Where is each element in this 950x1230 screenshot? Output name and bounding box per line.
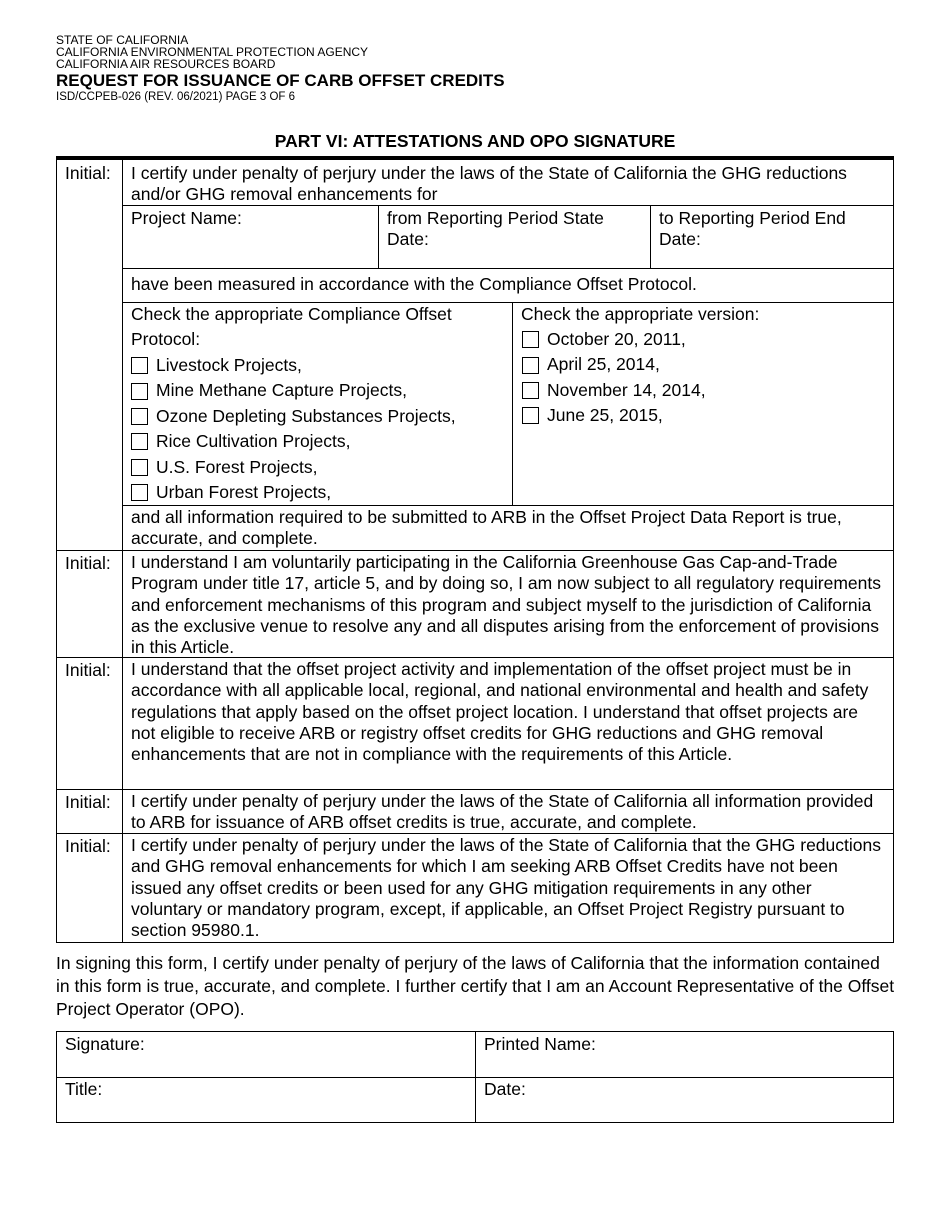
signature-table: [56, 1031, 894, 1123]
checkbox[interactable]: [522, 357, 539, 374]
version-heading: Check the appropriate version:: [521, 304, 760, 324]
version-option-nov-2014[interactable]: [522, 378, 706, 403]
title-field[interactable]: Title:: [65, 1079, 103, 1099]
protocol-checklist: [131, 353, 456, 505]
part-title: PART VI: ATTESTATIONS AND OPO SIGNATURE: [274, 131, 676, 151]
state-name: STATE OF CALIFORNIA: [56, 33, 189, 47]
checkbox[interactable]: [522, 407, 539, 424]
attestation-no-double-issuance: I certify under penalty of perjury under the laws of the State of California that the GHG reductions and GHG removal enhancements for which I am seeking ARB Offset Credits have not been issued any offset credits or been used for any GHG mitigation requirements in any other voluntary or mandatory program, except, if applicable, an Offset Project Registry pursuant to section 95980.1.: [131, 835, 881, 941]
version-option-label: April 25, 2014,: [547, 354, 660, 375]
protocol-option-label: Ozone Depleting Substances Projects,: [156, 405, 456, 426]
attestation-regulatory-compliance: I understand that the offset project activity and implementation of the offset project must be in accordance with all applicable local, regional, and national environmental and health and safety regulations that apply based on the offset project location. I understand that offset projects are not eligible to receive ARB or registry offset credits for GHG reductions and GHG removal enhancements that are not in compliance with the requirements of this Article.: [131, 659, 869, 765]
version-option-2011[interactable]: [522, 327, 706, 352]
divider: [512, 302, 513, 505]
attestation-information-accuracy: I certify under penalty of perjury under the laws of the State of California all information provided to ARB for issuance of ARB offset credits is true, accurate, and complete.: [131, 791, 874, 833]
protocol-option-label: Rice Cultivation Projects,: [156, 431, 351, 452]
initial-label: Initial:: [65, 163, 111, 183]
protocol-option-ozone-depleting[interactable]: [131, 404, 456, 429]
initial-label: Initial:: [65, 836, 111, 856]
protocol-option-label: Mine Methane Capture Projects,: [156, 380, 407, 401]
initial-label: Initial:: [65, 553, 111, 573]
protocol-option-label: U.S. Forest Projects,: [156, 456, 318, 477]
initial-label: Initial:: [65, 792, 111, 812]
version-option-2015[interactable]: [522, 403, 706, 428]
project-name-field[interactable]: Project Name:: [131, 208, 242, 228]
version-option-label: October 20, 2011,: [547, 329, 686, 349]
protocol-option-rice-cultivation[interactable]: [131, 429, 456, 454]
divider: [57, 1077, 893, 1078]
checkbox[interactable]: [522, 382, 539, 399]
closing-statement: In signing this form, I certify under penalty of perjury of the laws of California that the information contained in this form is true, accurate, and complete. I further certify that I am an Account Representative of the Offset Project Operator (OPO).: [56, 953, 895, 1019]
date-field[interactable]: Date:: [484, 1079, 526, 1099]
version-option-label: June 25, 2015,: [547, 405, 663, 426]
printed-name-field[interactable]: Printed Name:: [484, 1034, 596, 1054]
protocol-option-mine-methane[interactable]: [131, 378, 456, 403]
initial-label: Initial:: [65, 660, 111, 680]
reporting-period-start-field[interactable]: from Reporting Period State Date:: [387, 208, 604, 250]
version-option-label: November 14, 2014,: [547, 379, 706, 400]
checkbox[interactable]: [131, 357, 148, 374]
checkbox[interactable]: [131, 408, 148, 425]
board-name: CALIFORNIA AIR RESOURCES BOARD: [56, 57, 276, 71]
protocol-option-us-forest[interactable]: [131, 455, 456, 480]
checkbox[interactable]: [131, 484, 148, 501]
version-checklist: [522, 327, 706, 429]
attestation-table: [56, 160, 894, 943]
form-header: [56, 34, 505, 104]
version-option-apr-2014[interactable]: [522, 352, 706, 377]
form-id: ISD/CCPEB-026 (REV. 06/2021) PAGE 3 OF 6: [56, 91, 296, 103]
signature-field[interactable]: Signature:: [65, 1034, 145, 1054]
protocol-option-urban-forest[interactable]: [131, 480, 456, 505]
protocol-heading: Check the appropriate Compliance Offset Protocol:: [131, 304, 452, 350]
attestation-voluntary-participation: I understand I am voluntarily participating in the California Greenhouse Gas Cap-and-Trade Program under title 17, article 5, and by doing so, I am now subject to all regulatory requirements and enforcement mechanisms of this program and subject myself to the jurisdiction of California as the exclusive venue to resolve any and all disputes arising from the enforcement of provisions in this Article.: [131, 552, 881, 657]
checkbox[interactable]: [131, 433, 148, 450]
agency-name: CALIFORNIA ENVIRONMENTAL PROTECTION AGENCY: [56, 45, 369, 59]
reporting-period-end-field[interactable]: to Reporting Period End Date:: [659, 208, 846, 250]
protocol-option-label: Urban Forest Projects,: [156, 482, 332, 503]
checkbox[interactable]: [131, 459, 148, 476]
measured-text: have been measured in accordance with the Compliance Offset Protocol.: [131, 274, 697, 294]
checkbox[interactable]: [522, 331, 539, 348]
protocol-option-livestock[interactable]: [131, 353, 456, 378]
form-title: REQUEST FOR ISSUANCE OF CARB OFFSET CREDITS: [56, 71, 505, 90]
checkbox[interactable]: [131, 383, 148, 400]
certify-intro-text: I certify under penalty of perjury under the laws of the State of California the GHG reductions and/or GHG removal enhancements for: [131, 163, 847, 205]
protocol-option-label: Livestock Projects,: [156, 355, 302, 375]
info-complete-text: and all information required to be submitted to ARB in the Offset Project Data Report is true, accurate, and complete.: [131, 507, 842, 549]
